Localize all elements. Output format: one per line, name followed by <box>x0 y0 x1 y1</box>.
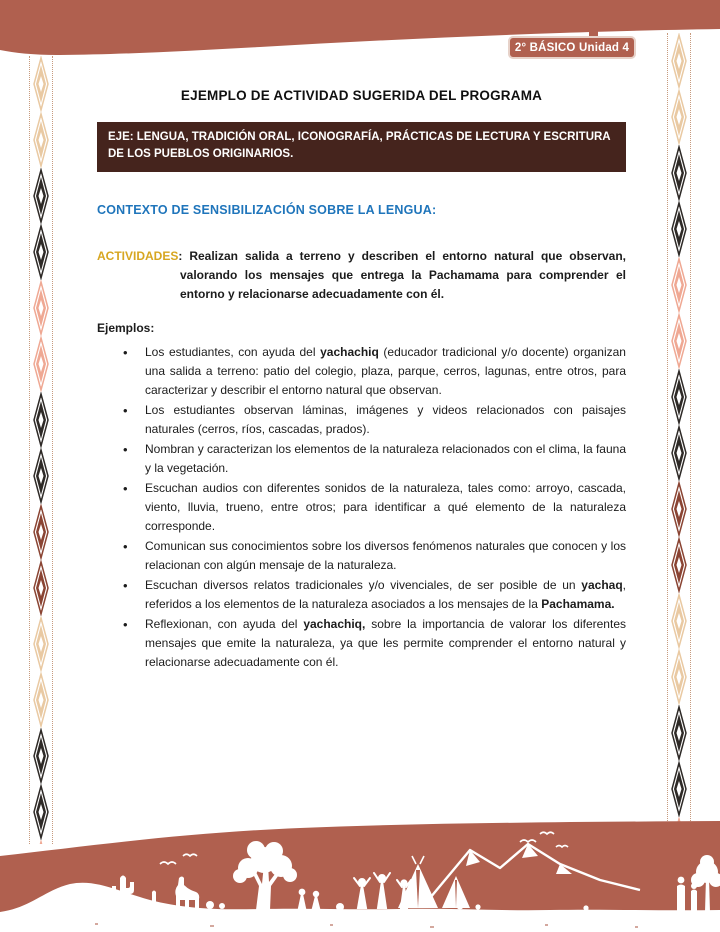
textile-diamond-motif <box>670 425 688 481</box>
example-bullet: • Nombran y caracterizan los elementos de la naturaleza relacionados con el clima, la fauna y la vegetación. <box>97 440 626 478</box>
textile-diamond-motif <box>670 313 688 369</box>
textile-diamond-motif <box>670 201 688 257</box>
textile-diamond-motif <box>670 257 688 313</box>
eje-banner <box>97 122 626 172</box>
textile-diamond-motif <box>670 89 688 145</box>
textile-diamond-motif <box>32 672 50 728</box>
textile-diamond-motif <box>32 280 50 336</box>
textile-diamond-motif <box>670 593 688 649</box>
right-textile-border <box>667 33 691 823</box>
example-bullet: • Comunican sus conocimientos sobre los diversos fenómenos naturales que conocen y los relacionan con algún mensaje de la naturaleza. <box>97 537 626 575</box>
textile-diamond-motif <box>32 504 50 560</box>
examples-label: Ejemplos: <box>97 320 155 335</box>
context-heading: CONTEXTO DE SENSIBILIZACIÓN SOBRE LA LENGUA: <box>97 202 437 217</box>
eje-banner-text: EJE: LENGUA, TRADICIÓN ORAL, ICONOGRAFÍA, PRÁCTICAS DE LECTURA Y ESCRITURA DE LOS PUEBLOS ORIGINARIOS. <box>108 131 611 161</box>
activities-label: ACTIVIDADES <box>97 248 179 263</box>
textile-diamond-motif <box>32 448 50 504</box>
textile-diamond-motif <box>32 56 50 112</box>
textile-diamond-motif <box>670 145 688 201</box>
textile-diamond-motif <box>32 224 50 280</box>
textile-diamond-motif <box>670 649 688 705</box>
activities-paragraph <box>97 247 626 304</box>
textile-diamond-motif <box>670 761 688 817</box>
textile-diamond-motif <box>670 33 688 89</box>
page-title: EJEMPLO DE ACTIVIDAD SUGERIDA DEL PROGRAMA <box>180 88 543 103</box>
textile-diamond-motif <box>670 481 688 537</box>
textile-diamond-motif <box>32 728 50 784</box>
activities-separator: : <box>178 248 190 263</box>
footer-landscape-illustration <box>0 820 720 932</box>
activities-text: Realizan salida a terreno y describen el entorno natural que observan, valorando los mensajes que entrega la Pachamama para comprender el entorno y relacionarse adecuadamente con él. <box>180 248 626 301</box>
top-wave-banner <box>0 0 720 70</box>
textile-diamond-motif <box>670 705 688 761</box>
example-bullet: • Escuchan audios con diferentes sonidos de la naturaleza, tales como: arroyo, cascada, viento, lluvia, trueno, entre otros; para identificar a qué elemento de la naturaleza corresponde. <box>97 479 626 536</box>
textile-diamond-motif <box>670 537 688 593</box>
textile-diamond-motif <box>670 369 688 425</box>
textile-diamond-motif <box>32 168 50 224</box>
example-bullet: • Los estudiantes observan láminas, imágenes y videos relacionados con paisajes naturales (cerros, ríos, cascadas, prados). <box>97 401 626 439</box>
unit-badge <box>508 36 636 59</box>
textile-diamond-motif <box>32 336 50 392</box>
left-textile-border <box>29 56 53 844</box>
document-body <box>97 88 626 673</box>
textile-diamond-motif <box>32 392 50 448</box>
textile-diamond-motif <box>32 560 50 616</box>
example-bullet: • Escuchan diversos relatos tradicionales y/o vivenciales, de ser posible de un yachaq, referidos a los elementos de la naturaleza asociados a los mensajes de la Pachamama. <box>97 576 626 614</box>
unit-badge-label: 2° BÁSICO Unidad 4 <box>514 41 630 54</box>
example-bullet: • Los estudiantes, con ayuda del yachachiq (educador tradicional y/o docente) organizan una salida a terreno: patio del colegio, plaza, parque, cerros, lagunas, entre otros, para caracterizar y describir el entorno natural que observan. <box>97 343 626 400</box>
examples-list <box>97 343 626 672</box>
textile-diamond-motif <box>32 616 50 672</box>
example-bullet: • Reflexionan, con ayuda del yachachiq, sobre la importancia de valorar los diferentes mensajes que emite la naturaleza, ya que les permite comprender el entorno natural y relacionarse adecuadamente con él. <box>97 615 626 672</box>
textile-diamond-motif <box>32 112 50 168</box>
